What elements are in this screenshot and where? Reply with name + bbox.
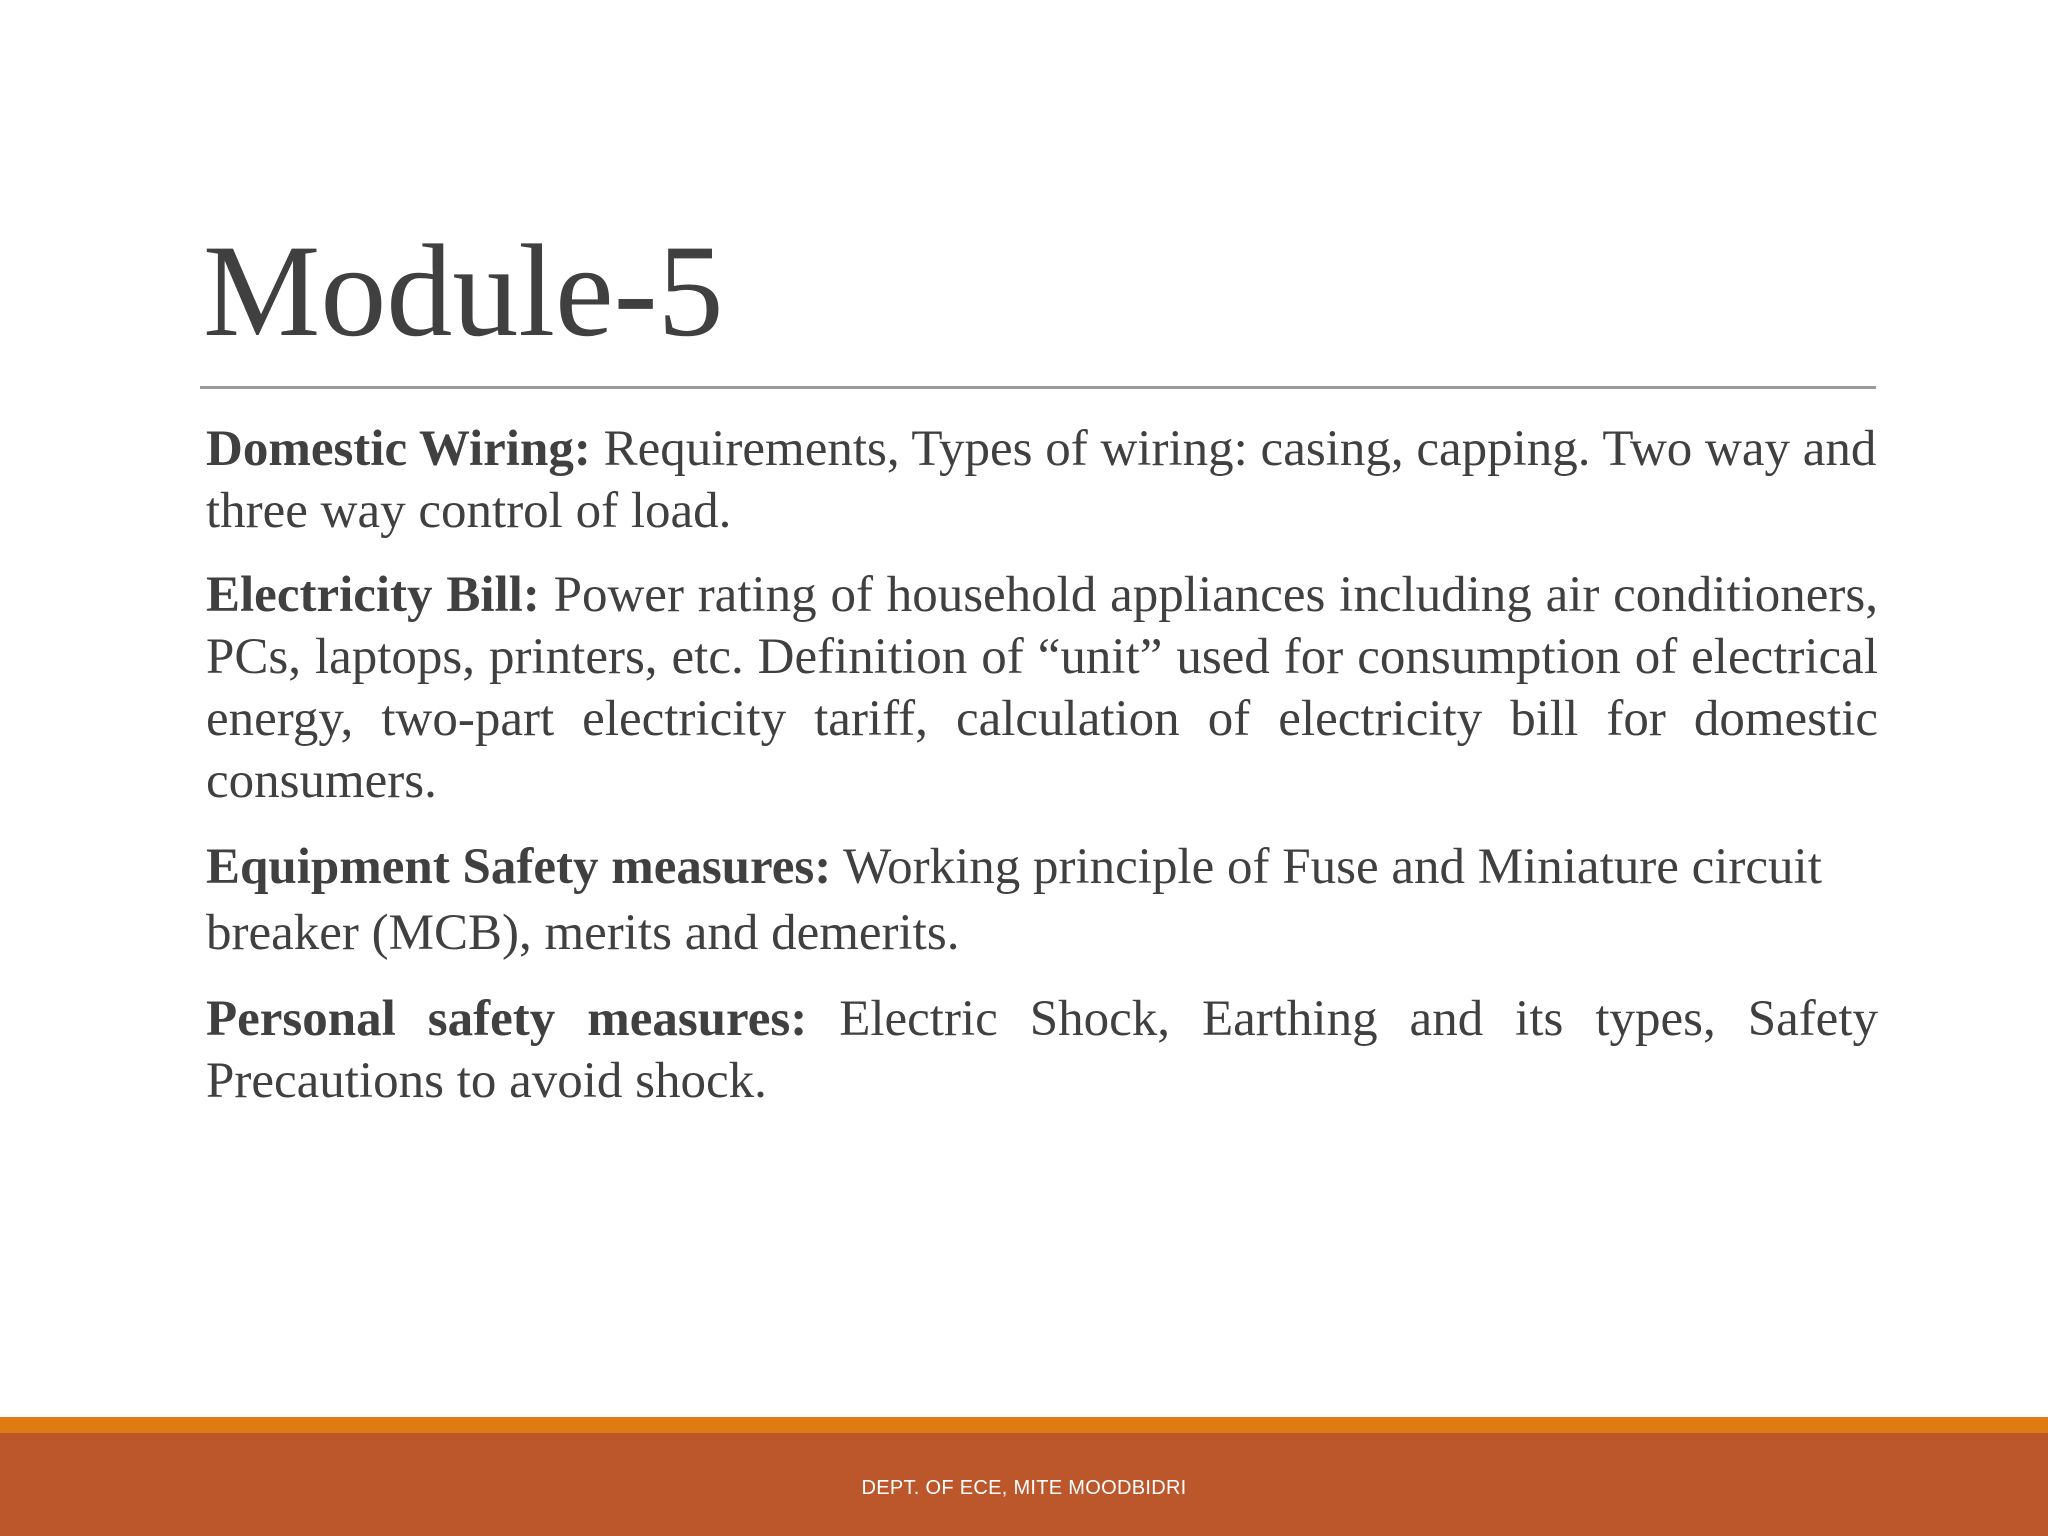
section-heading: Personal safety measures: (206, 991, 808, 1047)
footer-accent-stripe (0, 1417, 2048, 1433)
section-text: Electric Shock, Earthing and its types, Safety Precautions to avoid shock. (206, 991, 1878, 1109)
section-heading: Domestic Wiring: (206, 421, 591, 477)
section-personal-safety (206, 988, 1878, 1112)
section-heading: Electricity Bill: (206, 567, 540, 623)
footer-text: DEPT. OF ECE, MITE MOODBIDRI (861, 1477, 1187, 1499)
section-heading: Equipment Safety measures: (206, 839, 832, 895)
section-equipment-safety (206, 834, 1878, 966)
section-text: Power rating of household appliances including air conditioners, PCs, laptops, printers, etc. Definition of “unit” used for consumption of electrical energy, two-part electricity tariff, calculation of electricity bill for domestic consumers. (206, 567, 1878, 809)
section-text: Requirements, Types of wiring: casing, capping. Two way and three way control of load. (206, 421, 1877, 539)
title-divider (200, 386, 1876, 389)
section-electricity-bill (206, 564, 1878, 812)
slide-title: Module-5 (203, 217, 724, 364)
section-domestic-wiring (206, 418, 1878, 542)
slide-content (206, 418, 1878, 1134)
section-text: Working principle of Fuse and Miniature circuit breaker (MCB), merits and demerits. (206, 839, 1822, 961)
